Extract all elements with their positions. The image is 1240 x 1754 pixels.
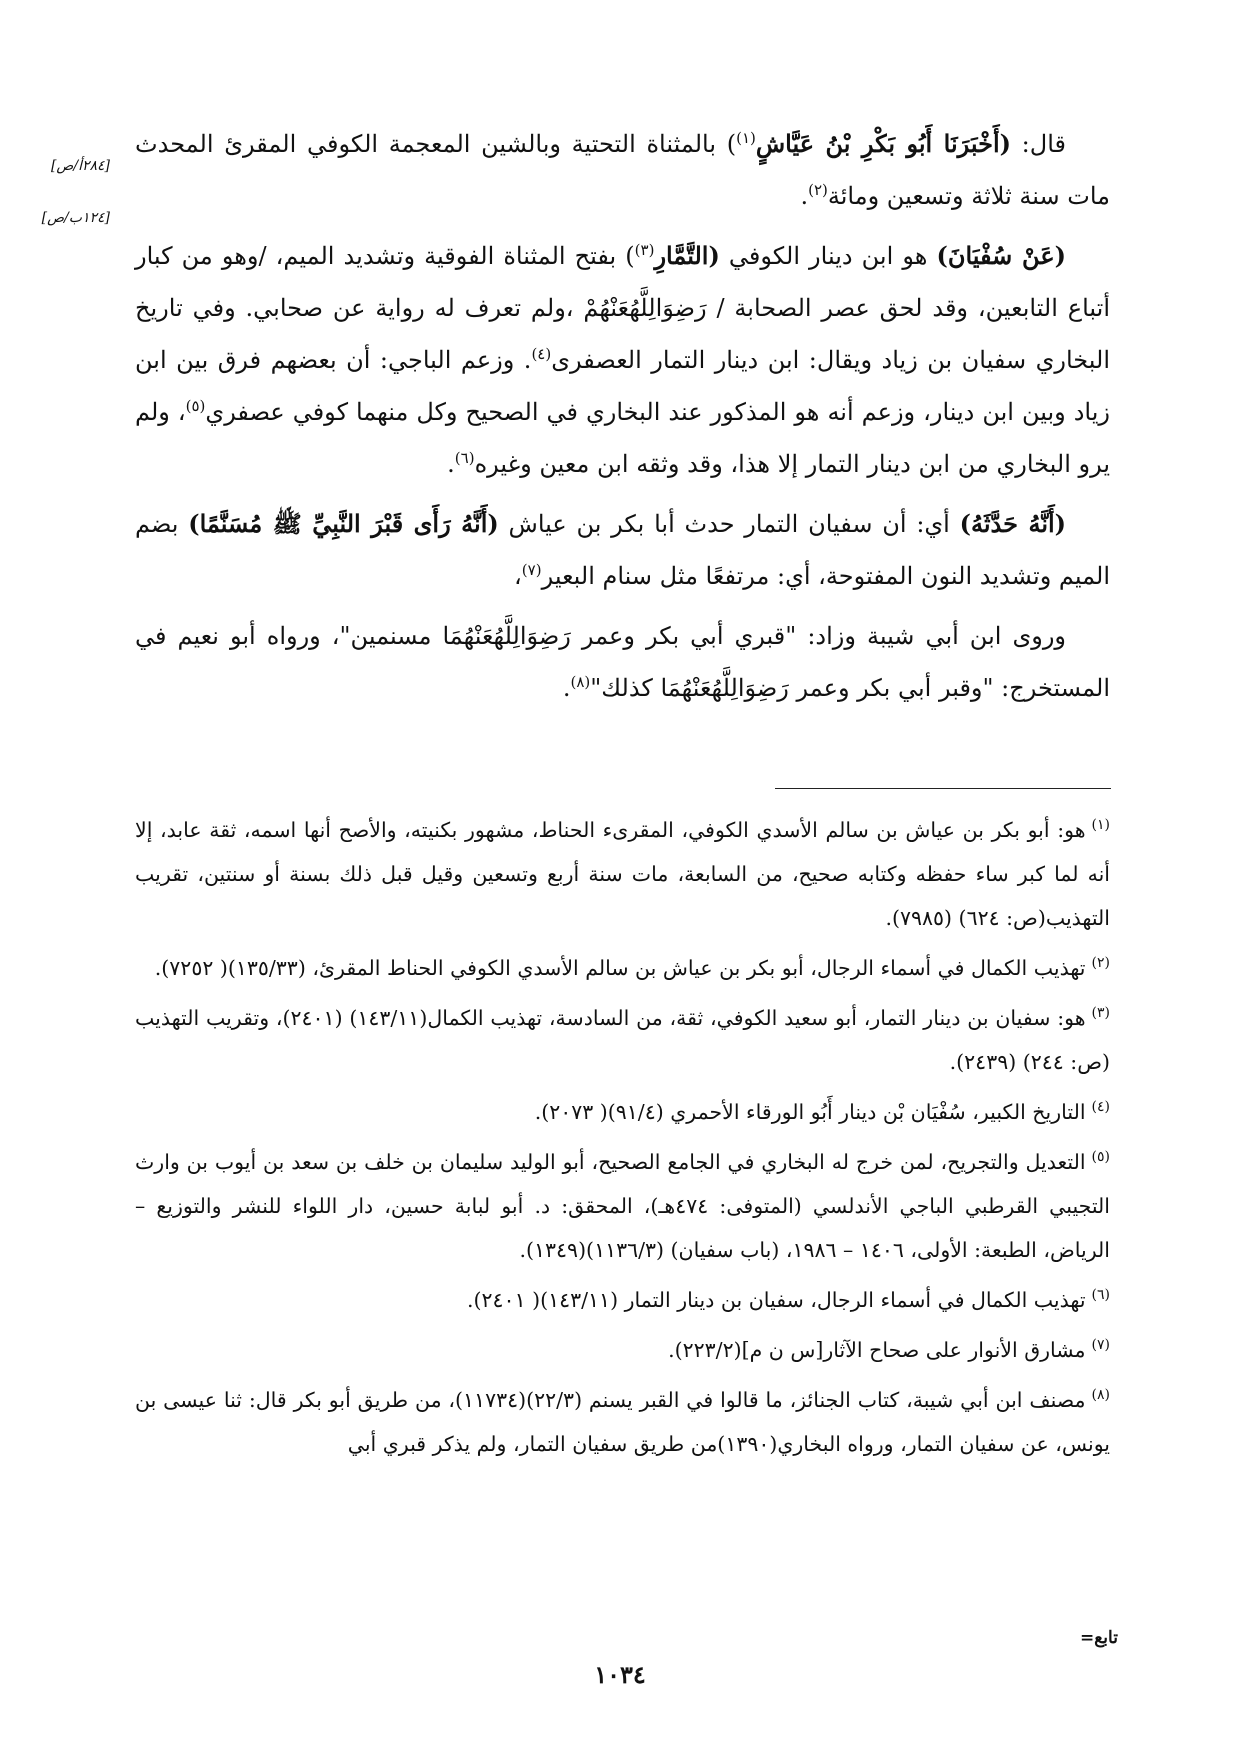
p2-bold: (عَنْ سُفْيَانَ)	[936, 241, 1067, 270]
p2-rest2: ) بفتح المثناة الفوقية وتشديد الميم، /وهو من كبار أتباع التابعين، وقد لحق عصر الصحابة / رَضِوَالِلَّهُعَنْهُمْ ،ولم تعرف له رواية عن صحابي. وفي تاريخ البخاري سفيان بن زياد ويقال: ابن دينار التمار العصفرى	[135, 242, 1110, 374]
p1-bold: (أَخْبَرَنَا أَبُو بَكْرِ بْنُ عَيَّاشٍ	[755, 129, 1011, 158]
footnote-number: (٤)	[1091, 1099, 1110, 1116]
footnote-ref-2: (٢)	[808, 181, 828, 199]
p4-end: .	[562, 674, 571, 702]
footnote-number: (٥)	[1091, 1149, 1110, 1166]
footnote-number: (٧)	[1091, 1337, 1110, 1354]
paragraph-4	[135, 610, 1110, 714]
margin-note-folio-2: [١٢٤ب/ص]	[41, 210, 110, 226]
footnote-number: (٣)	[1091, 1005, 1110, 1022]
footnote-text: التاريخ الكبير، سُفْيَان بْن دينار أَبُو الورقاء الأحمري (٩١/٤)( ٢٠٧٣).	[534, 1100, 1086, 1124]
p3-bold: (أَنَّهُ حَدَّثَهُ)	[959, 509, 1067, 538]
footnote-8	[135, 1378, 1110, 1466]
footnote-text: التعديل والتجريح، لمن خرج له البخاري في الجامع الصحيح، أبو الوليد سليمان بن خلف بن سعد بن أيوب بن وارث التجيبي القرطبي الباجي الأندلسي (المتوفى: ٤٧٤هـ)، المحقق: د. أبو لبابة حسين، دار اللواء للنشر والتوزيع – الرياض، الطبعة: الأولى، ١٤٠٦ – ١٩٨٦، (باب سفيان) (١١٣٦/٣)(١٣٤٩).	[135, 1150, 1110, 1262]
footnote-separator	[775, 788, 1111, 789]
footnote-text: هو: أبو بكر بن عياش بن سالم الأسدي الكوفي، المقرىء الحناط، مشهور بكنيته، والأصح أنها اسمه، ثقة عابد، إلا أنه لما كبر ساء حفظه وكتابه صحيح، من السابعة، مات سنة أربع وتسعين وقيل قبل ذلك بسنة أو سنتين، تقريب التهذيب(ص: ٦٢٤) (٧٩٨٥).	[135, 818, 1110, 930]
p1-rest: ) بالمثناة التحتية وبالشين المعجمة الكوفي المقرئ المحدث مات سنة ثلاثة وتسعين ومائة	[135, 130, 1110, 210]
footnote-6	[135, 1278, 1110, 1322]
paragraph-1	[135, 118, 1110, 222]
page-number: ١٠٣٤	[594, 1660, 646, 1689]
paragraph-2	[135, 230, 1110, 490]
footnote-number: (٦)	[1091, 1287, 1110, 1304]
p4-text: وروى ابن أبي شيبة وزاد: "قبري أبي بكر وعمر رَضِوَالِلَّهُعَنْهُمَا مسنمين"، ورواه أبو نعيم في المستخرج: "وقبر أبي بكر وعمر رَضِوَالِلَّهُعَنْهُمَا كذلك"	[135, 622, 1110, 702]
p1-end: .	[800, 182, 809, 210]
p2-rest1: هو ابن دينار الكوفي	[719, 242, 937, 270]
footnote-ref-6: (٦)	[454, 449, 475, 467]
footnotes	[135, 808, 1110, 1472]
footnote-number: (٨)	[1091, 1387, 1111, 1404]
footnote-4	[135, 1090, 1110, 1134]
footnote-number: (٢)	[1091, 955, 1110, 972]
footnote-ref-8: (٨)	[570, 673, 591, 691]
footnote-text: تهذيب الكمال في أسماء الرجال، أبو بكر بن عياش بن سالم الأسدي الكوفي الحناط المقرئ، (١٣٥/٣٣)( ٧٢٥٢).	[154, 956, 1086, 980]
footnote-2	[135, 946, 1110, 990]
p2-rest4: ، ولم يرو البخاري من ابن دينار التمار إلا هذا، وقد وثقه ابن معين وغيره	[135, 398, 1110, 478]
footnote-ref-7: (٧)	[521, 561, 542, 579]
continuation-marker: تابع=	[1080, 1628, 1118, 1648]
p3-rest1: أي: أن سفيان التمار حدث أبا بكر بن عياش	[498, 510, 960, 538]
footnote-text: مشارق الأنوار على صحاح الآثار[س ن م](٢٢٣/٢).	[668, 1338, 1086, 1362]
p3-end: ،	[514, 562, 522, 590]
p3-rest2: بضم الميم وتشديد النون المفتوحة، أي: مرتفعًا مثل سنام البعير	[135, 510, 1110, 590]
p3-bold2: (أَنَّهُ رَأَى قَبْرَ النَّبِيِّ ﷺ مُسَنَّمًا)	[188, 509, 499, 538]
main-text	[135, 118, 1110, 722]
p2-bold2: (التَّمَّارِ	[654, 241, 720, 270]
footnote-text: هو: سفيان بن دينار التمار، أبو سعيد الكوفي، ثقة، من السادسة، تهذيب الكمال(١٤٣/١١) (٢٤٠١)، وتقريب التهذيب (ص: ٢٤٤) (٢٤٣٩).	[135, 1006, 1110, 1074]
p2-end: .	[447, 450, 455, 478]
p1-intro: قال:	[1010, 130, 1066, 158]
footnote-text: مصنف ابن أبي شيبة، كتاب الجنائز، ما قالوا في القبر يسنم (٢٢/٣)(١١٧٣٤)، من طريق أبو بكر قال: ثنا عيسى بن يونس، عن سفيان التمار، ورواه البخاري(١٣٩٠)من طريق سفيان التمار، ولم يذكر قبري أبي	[135, 1388, 1110, 1456]
footnote-1	[135, 808, 1110, 940]
footnote-text: تهذيب الكمال في أسماء الرجال، سفيان بن دينار التمار (١٤٣/١١)( ٢٤٠١).	[467, 1288, 1086, 1312]
footnote-ref-1: (١)	[736, 129, 756, 147]
footnote-ref-4: (٤)	[531, 345, 552, 363]
footnote-ref-3: (٣)	[634, 241, 655, 259]
margin-note-folio-1: [٢٨٤أ/ص]	[50, 158, 110, 174]
p2-rest3: . وزعم الباجي: أن بعضهم فرق بين ابن زياد وبين ابن دينار، وزعم أنه هو المذكور عند البخاري في الصحيح وكل منهما كوفي عصفري	[135, 346, 1111, 426]
footnote-number: (١)	[1091, 817, 1110, 834]
footnote-ref-5: (٥)	[185, 397, 206, 415]
paragraph-3	[135, 498, 1110, 602]
footnote-3	[135, 996, 1110, 1084]
footnote-7	[135, 1328, 1110, 1372]
footnote-5	[135, 1140, 1110, 1272]
